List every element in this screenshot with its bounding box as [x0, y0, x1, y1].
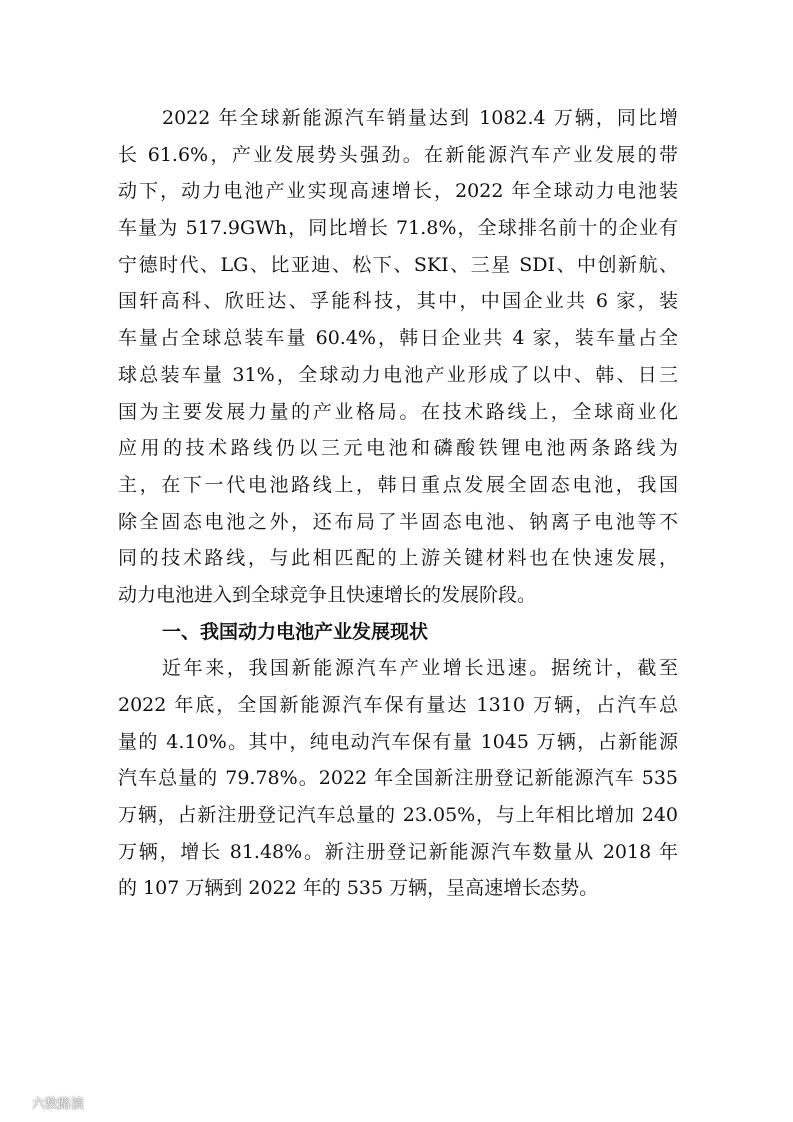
paragraph-2 [118, 650, 678, 907]
watermark-text: 六数路演 [32, 1097, 85, 1112]
paragraph-line: 国为主要发展力量的产业格局。在技术路线上，全球商业化 [118, 400, 678, 423]
paragraph-line: 的 107 万辆到 2022 年的 535 万辆，呈高速增长态势。 [118, 877, 599, 900]
paragraph-line: 除全固态电池之外，还布局了半固态电池、钠离子电池等不 [118, 510, 678, 533]
camera-logo-icon [10, 1095, 28, 1111]
paragraph-line: 车量为 517.9GWh，同比增长 71.8%，全球排名前十的企业有 [118, 217, 678, 240]
paragraph-line: 量的 4.10%。其中，纯电动汽车保有量 1045 万辆，占新能源 [118, 730, 678, 753]
paragraph-line: 2022 年底，全国新能源汽车保有量达 1310 万辆，占汽车总 [118, 694, 678, 716]
paragraph-line: 动力电池进入到全球竞争且快速增长的发展阶段。 [118, 583, 537, 606]
paragraph-line: 动下，动力电池产业实现高速增长，2022 年全球动力电池装 [118, 180, 678, 203]
paragraph-line: 宁德时代、LG、比亚迪、松下、SKI、三星 SDI、中创新航、 [118, 253, 678, 276]
paragraph-line: 国轩高科、欣旺达、孚能科技，其中，中国企业共 6 家，装 [118, 290, 678, 313]
paragraph-line: 主，在下一代电池路线上，韩日重点发展全固态电池，我国 [118, 473, 678, 496]
paragraph-line: 球总装车量 31%，全球动力电池产业形成了以中、韩、日三 [118, 363, 678, 386]
paragraph-line: 车量占全球总装车量 60.4%，韩日企业共 4 家，装车量占全 [118, 327, 678, 350]
paragraph-line: 应用的技术路线仍以三元电池和磷酸铁锂电池两条路线为 [118, 437, 678, 460]
paragraph-line: 万辆，增长 81.48%。新注册登记新能源汽车数量从 2018 年 [118, 840, 678, 863]
paragraph-line: 万辆，占新注册登记汽车总量的 23.05%，与上年相比增加 240 [118, 804, 678, 827]
paragraph-line: 2022 年全球新能源汽车销量达到 1082.4 万辆，同比增 [162, 107, 678, 129]
watermark [10, 1093, 84, 1112]
paragraph-line: 汽车总量的 79.78%。2022 年全国新注册登记新能源汽车 535 [118, 767, 678, 790]
document-body [118, 100, 678, 907]
paragraph-line: 同的技术路线，与此相匹配的上游关键材料也在快速发展， [118, 547, 678, 570]
paragraph-1 [118, 100, 678, 614]
paragraph-line: 长 61.6%，产业发展势头强劲。在新能源汽车产业发展的带 [118, 143, 678, 166]
paragraph-line: 近年来，我国新能源汽车产业增长迅速。据统计，截至 [162, 657, 678, 680]
section-heading: 一、我国动力电池产业发展现状 [162, 620, 429, 643]
